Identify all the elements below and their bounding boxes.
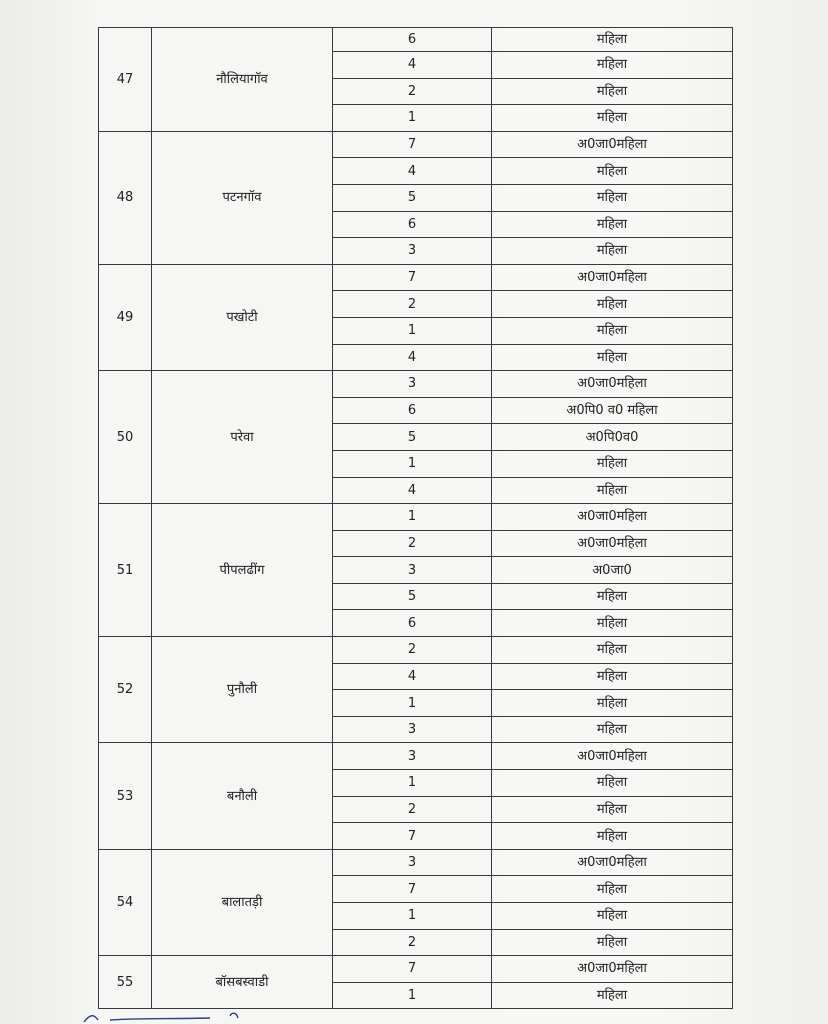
ward-number-cell: 7	[333, 956, 492, 983]
table-row	[99, 956, 733, 983]
reservation-category-cell: महिला	[492, 796, 733, 823]
ward-number-cell: 7	[333, 823, 492, 850]
ward-number-cell: 4	[333, 477, 492, 504]
ward-number-cell: 1	[333, 105, 492, 132]
reservation-category-cell: महिला	[492, 610, 733, 637]
table-row	[99, 371, 733, 398]
ward-number-cell: 6	[333, 397, 492, 424]
ward-number-cell: 3	[333, 371, 492, 398]
reservation-category-cell: महिला	[492, 28, 733, 52]
table-row	[99, 743, 733, 770]
reservation-category-cell: महिला	[492, 238, 733, 265]
table-row	[99, 264, 733, 291]
reservation-category-cell: महिला	[492, 583, 733, 610]
reservation-category-cell: अ0जा0महिला	[492, 264, 733, 291]
handwritten-mark	[80, 1010, 300, 1024]
reservation-category-cell: महिला	[492, 105, 733, 132]
reservation-category-cell: महिला	[492, 184, 733, 211]
reservation-category-cell: अ0जा0महिला	[492, 371, 733, 398]
ward-number-cell: 2	[333, 291, 492, 318]
village-name-cell: पुनौली	[152, 637, 333, 743]
village-name-cell: बालातड़ी	[152, 849, 333, 955]
reservation-category-cell: महिला	[492, 477, 733, 504]
ward-number-cell: 5	[333, 184, 492, 211]
ward-number-cell: 6	[333, 610, 492, 637]
ward-number-cell: 1	[333, 450, 492, 477]
village-name-cell: पखोटी	[152, 264, 333, 370]
reservation-category-cell: महिला	[492, 770, 733, 797]
ward-number-cell: 2	[333, 637, 492, 664]
village-name-cell: परेवा	[152, 371, 333, 504]
ward-number-cell: 6	[333, 211, 492, 238]
ward-number-cell: 3	[333, 743, 492, 770]
serial-number-cell: 48	[99, 131, 152, 264]
ward-number-cell: 3	[333, 238, 492, 265]
serial-number-cell: 54	[99, 849, 152, 955]
village-name-cell: पीपलढींग	[152, 504, 333, 637]
reservation-category-cell: महिला	[492, 78, 733, 105]
reservation-category-cell: अ0जा0महिला	[492, 849, 733, 876]
serial-number-cell: 55	[99, 956, 152, 1009]
ward-number-cell: 2	[333, 530, 492, 557]
reservation-category-cell: महिला	[492, 211, 733, 238]
reservation-category-cell: महिला	[492, 158, 733, 185]
reservation-category-cell: अ0जा0महिला	[492, 956, 733, 983]
reservation-category-cell: महिला	[492, 450, 733, 477]
ward-number-cell: 2	[333, 78, 492, 105]
reservation-category-cell: महिला	[492, 52, 733, 79]
reservation-category-cell: अ0जा0महिला	[492, 504, 733, 531]
reservation-category-cell: महिला	[492, 344, 733, 371]
ward-number-cell: 7	[333, 264, 492, 291]
ward-number-cell: 1	[333, 690, 492, 717]
village-name-cell: बनौली	[152, 743, 333, 849]
ward-number-cell: 3	[333, 557, 492, 584]
reservation-category-cell: अ0जा0	[492, 557, 733, 584]
serial-number-cell: 51	[99, 504, 152, 637]
serial-number-cell: 53	[99, 743, 152, 849]
village-name-cell: पटनगॉव	[152, 131, 333, 264]
ward-number-cell: 1	[333, 317, 492, 344]
reservation-category-cell: महिला	[492, 663, 733, 690]
serial-number-cell: 47	[99, 28, 152, 132]
ward-number-cell: 6	[333, 28, 492, 52]
ward-number-cell: 3	[333, 849, 492, 876]
reservation-category-cell: महिला	[492, 637, 733, 664]
ward-number-cell: 4	[333, 663, 492, 690]
table-row	[99, 637, 733, 664]
ward-number-cell: 4	[333, 158, 492, 185]
reservation-category-cell: महिला	[492, 876, 733, 903]
reservation-category-cell: महिला	[492, 929, 733, 956]
serial-number-cell: 49	[99, 264, 152, 370]
ward-number-cell: 2	[333, 929, 492, 956]
reservation-category-cell: महिला	[492, 716, 733, 743]
village-name-cell: बॉसबस्वाडी	[152, 956, 333, 1009]
ward-number-cell: 1	[333, 903, 492, 930]
reservation-category-cell: अ0जा0महिला	[492, 530, 733, 557]
reservation-category-cell: महिला	[492, 903, 733, 930]
reservation-table-body	[99, 28, 733, 1009]
serial-number-cell: 50	[99, 371, 152, 504]
ward-number-cell: 4	[333, 52, 492, 79]
ward-number-cell: 5	[333, 583, 492, 610]
reservation-category-cell: महिला	[492, 982, 733, 1009]
ward-number-cell: 1	[333, 982, 492, 1009]
reservation-category-cell: अ0पि0व0	[492, 424, 733, 451]
ward-number-cell: 5	[333, 424, 492, 451]
reservation-category-cell: अ0जा0महिला	[492, 743, 733, 770]
table-row	[99, 28, 733, 52]
ward-number-cell: 3	[333, 716, 492, 743]
table-row	[99, 131, 733, 158]
ward-number-cell: 1	[333, 770, 492, 797]
reservation-category-cell: अ0जा0महिला	[492, 131, 733, 158]
reservation-category-cell: महिला	[492, 291, 733, 318]
ward-number-cell: 1	[333, 504, 492, 531]
ward-number-cell: 4	[333, 344, 492, 371]
ward-number-cell: 2	[333, 796, 492, 823]
reservation-category-cell: अ0पि0 व0 महिला	[492, 397, 733, 424]
table-row	[99, 504, 733, 531]
ward-number-cell: 7	[333, 876, 492, 903]
serial-number-cell: 52	[99, 637, 152, 743]
ward-number-cell: 7	[333, 131, 492, 158]
table-row	[99, 849, 733, 876]
reservation-category-cell: महिला	[492, 823, 733, 850]
reservation-category-cell: महिला	[492, 690, 733, 717]
village-name-cell: नौलियागॉव	[152, 28, 333, 132]
reservation-category-cell: महिला	[492, 317, 733, 344]
reservation-table	[98, 27, 733, 1009]
